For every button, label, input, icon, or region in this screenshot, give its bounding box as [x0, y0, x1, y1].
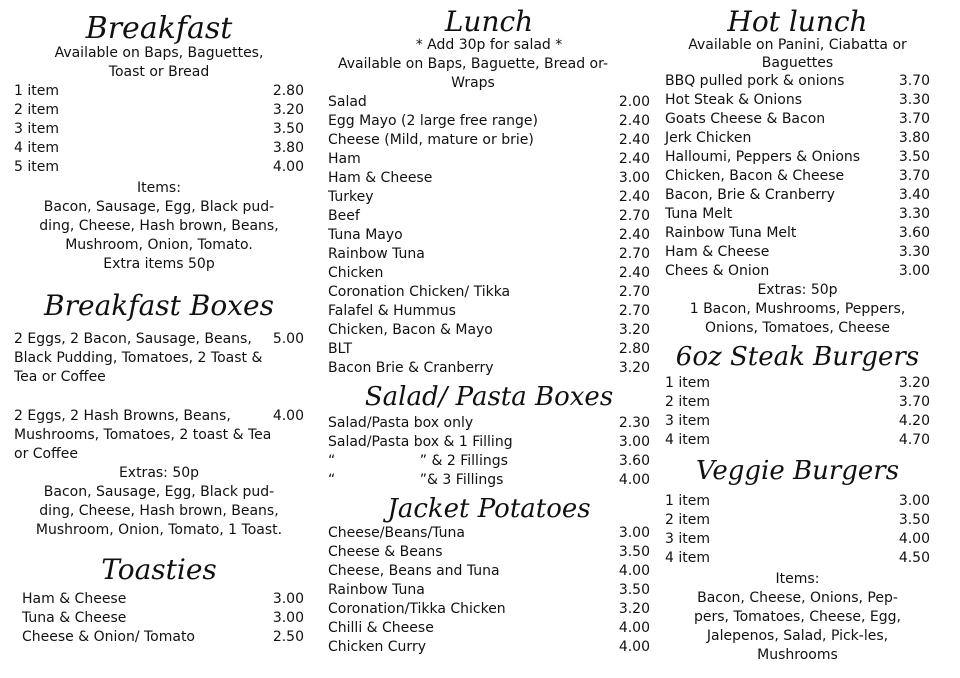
item-name: 3 item — [665, 531, 710, 547]
menu-item — [22, 590, 304, 609]
breakfast-boxes-extras-text: Bacon, Sausage, Egg, Black pud-ding, Cheese, Hash brown, Beans, Mushroom, Onion, Tomato, 1 Toast. — [35, 484, 283, 538]
item-price: 2.40 — [618, 113, 650, 129]
item-price: 3.00 — [272, 591, 304, 607]
item-price: 2.80 — [618, 341, 650, 357]
item-price: 4.00 — [618, 472, 650, 488]
menu-item — [665, 511, 930, 530]
item-price: 2.40 — [618, 227, 650, 243]
menu-item — [665, 205, 930, 224]
item-price: 2.40 — [618, 265, 650, 281]
menu-item — [665, 243, 930, 262]
item-name: Ham & Cheese — [22, 591, 127, 607]
item-name: Cheese/Beans/Tuna — [328, 525, 465, 541]
item-name: Turkey — [328, 189, 374, 205]
item-price: 3.00 — [618, 525, 650, 541]
item-price: 4.00 — [618, 563, 650, 579]
jacket-potatoes-list — [328, 524, 650, 657]
item-name: Salad/Pasta box only — [328, 415, 474, 431]
item-price: 2.00 — [618, 94, 650, 110]
item-name: Ham & Cheese — [328, 170, 433, 186]
item-price: 4.50 — [898, 550, 930, 566]
item-name: Falafel & Hummus — [328, 303, 456, 319]
item-price: 3.30 — [898, 206, 930, 222]
menu-item — [328, 600, 650, 619]
box-description: 2 Eggs, 2 Hash Browns, Beans, Mushrooms, Tomatoes, 2 toast & Tea or Coffee — [14, 408, 272, 462]
menu-item — [665, 110, 930, 129]
menu-item — [665, 412, 930, 431]
breakfast-title: Breakfast — [85, 11, 233, 46]
item-name: Egg Mayo (2 large free range) — [328, 113, 538, 129]
item-name: Jerk Chicken — [665, 130, 752, 146]
item-name: 1 item — [665, 493, 710, 509]
breakfast-list — [14, 82, 304, 177]
steak-burgers-list — [665, 374, 930, 450]
toasties-list — [14, 590, 304, 647]
breakfast-extra: Extra items 50p — [103, 256, 215, 272]
item-name: Ham & Cheese — [665, 244, 770, 260]
item-name: Goats Cheese & Bacon — [665, 111, 826, 127]
item-name: Chicken — [328, 265, 384, 281]
menu-item — [14, 82, 304, 101]
menu-item — [328, 188, 650, 207]
item-price: 2.70 — [618, 246, 650, 262]
item-price: 2.70 — [618, 303, 650, 319]
item-price: 3.70 — [898, 394, 930, 410]
item-price: 4.70 — [898, 432, 930, 448]
item-price: 3.70 — [898, 73, 930, 89]
menu-item — [328, 150, 650, 169]
menu-item — [328, 619, 650, 638]
salad-pasta-list — [328, 414, 650, 490]
jacket-potatoes-title: Jacket Potatoes — [387, 494, 591, 524]
menu-item — [665, 492, 930, 511]
menu-item — [665, 530, 930, 549]
item-price: 3.50 — [898, 149, 930, 165]
item-price: 2.80 — [272, 83, 304, 99]
item-name: Bacon, Brie & Cranberry — [665, 187, 835, 203]
menu-item — [328, 414, 650, 433]
item-price: 3.60 — [898, 225, 930, 241]
menu-item — [328, 359, 650, 378]
item-price: 4.00 — [618, 620, 650, 636]
item-name: Tuna Melt — [665, 206, 733, 222]
menu-item — [328, 207, 650, 226]
item-name: 3 item — [665, 413, 710, 429]
lunch-title: Lunch — [444, 5, 534, 38]
menu-item — [665, 374, 930, 393]
menu-item — [665, 186, 930, 205]
item-name: Coronation/Tikka Chicken — [328, 601, 506, 617]
breakfast-box — [14, 330, 304, 387]
veggie-burgers-title: Veggie Burgers — [695, 456, 900, 486]
item-price: 2.40 — [618, 189, 650, 205]
item-price: 3.00 — [618, 434, 650, 450]
breakfast-boxes-extras-label: Extras: 50p — [118, 465, 200, 481]
item-price: 2.70 — [618, 284, 650, 300]
item-name: Rainbow Tuna — [328, 246, 425, 262]
menu-item — [328, 543, 650, 562]
lunch-subtitle: Available on Baps, Baguette, Bread or-Wraps — [337, 56, 609, 91]
item-price: 3.50 — [618, 544, 650, 560]
steak-burgers-title: 6oz Steak Burgers — [675, 342, 920, 372]
menu-item — [14, 158, 304, 177]
item-name: Chicken Curry — [328, 639, 426, 655]
item-name: 1 item — [665, 375, 710, 391]
menu-item — [665, 549, 930, 568]
menu-item — [22, 609, 304, 628]
menu-item — [328, 433, 650, 452]
item-price: 3.20 — [618, 601, 650, 617]
item-name: 2 item — [14, 102, 59, 118]
item-price: 3.20 — [898, 375, 930, 391]
item-name: Cheese & Onion/ Tomato — [22, 629, 195, 645]
item-name: 4 item — [665, 550, 710, 566]
item-name: Cheese & Beans — [328, 544, 443, 560]
veggie-burgers-items-text: Bacon, Cheese, Onions, Pep-pers, Tomatoes, Cheese, Egg, Jalepenos, Salad, Pick-les, Mushrooms — [693, 590, 902, 663]
item-name: Hot Steak & Onions — [665, 92, 803, 108]
box-price: 5.00 — [272, 331, 304, 347]
menu-item — [328, 169, 650, 188]
menu-item — [328, 321, 650, 340]
breakfast-box — [14, 407, 304, 464]
column-left — [14, 0, 304, 647]
menu-item — [328, 340, 650, 359]
hot-lunch-list — [665, 72, 930, 281]
menu-item — [665, 167, 930, 186]
item-price: 2.70 — [618, 208, 650, 224]
menu-item — [665, 148, 930, 167]
item-name: Ham — [328, 151, 361, 167]
menu-item — [665, 224, 930, 243]
menu-item — [328, 112, 650, 131]
hot-lunch-subtitle: Available on Panini, Ciabatta or Baguettes — [688, 37, 907, 71]
item-name: Chicken, Bacon & Cheese — [665, 168, 845, 184]
menu-item — [328, 226, 650, 245]
item-name: Cheese (Mild, mature or brie) — [328, 132, 534, 148]
item-price: 3.30 — [898, 92, 930, 108]
item-price: 3.30 — [898, 244, 930, 260]
hot-lunch-extras-text: 1 Bacon, Mushrooms, Peppers, Onions, Tomatoes, Cheese — [689, 301, 906, 336]
menu-item — [665, 72, 930, 91]
lunch-list — [328, 93, 650, 378]
breakfast-boxes-title: Breakfast Boxes — [44, 289, 274, 322]
menu-item — [328, 245, 650, 264]
item-price: 2.50 — [272, 629, 304, 645]
item-price: 2.40 — [618, 132, 650, 148]
breakfast-items-label: Items: — [137, 180, 181, 196]
item-name: 1 item — [14, 83, 59, 99]
menu-item — [328, 581, 650, 600]
column-middle — [328, 0, 650, 657]
item-price: 3.70 — [898, 168, 930, 184]
menu-item — [665, 91, 930, 110]
item-price: 4.00 — [898, 531, 930, 547]
menu-item — [328, 562, 650, 581]
item-name: “ ” & 2 Fillings — [328, 453, 508, 469]
item-name: Rainbow Tuna Melt — [665, 225, 797, 241]
item-price: 3.40 — [898, 187, 930, 203]
item-price: 3.20 — [272, 102, 304, 118]
item-price: 3.50 — [618, 582, 650, 598]
item-name: Chicken, Bacon & Mayo — [328, 322, 493, 338]
item-price: 4.20 — [898, 413, 930, 429]
veggie-burgers-list — [665, 492, 930, 568]
menu-item — [328, 524, 650, 543]
breakfast-items-text: Bacon, Sausage, Egg, Black pud-ding, Cheese, Hash brown, Beans, Mushroom, Onion, Tomato. — [39, 199, 279, 253]
item-name: 2 item — [665, 512, 710, 528]
menu-item — [328, 283, 650, 302]
item-name: Chilli & Cheese — [328, 620, 434, 636]
item-price: 3.70 — [898, 111, 930, 127]
menu-item — [665, 129, 930, 148]
menu-item — [22, 628, 304, 647]
item-name: Chees & Onion — [665, 263, 770, 279]
item-name: Cheese, Beans and Tuna — [328, 563, 500, 579]
item-price: 3.60 — [618, 453, 650, 469]
item-name: Beef — [328, 208, 360, 224]
hot-lunch-extras-label: Extras: 50p — [757, 282, 838, 298]
item-price: 3.00 — [898, 263, 930, 279]
item-name: Tuna Mayo — [328, 227, 403, 243]
menu-item — [328, 452, 650, 471]
column-right — [665, 0, 930, 665]
menu-item — [328, 93, 650, 112]
item-name: BBQ pulled pork & onions — [665, 73, 845, 89]
item-price: 3.00 — [618, 170, 650, 186]
item-name: Rainbow Tuna — [328, 582, 425, 598]
salad-pasta-title: Salad/ Pasta Boxes — [364, 382, 614, 412]
item-name: Halloumi, Peppers & Onions — [665, 149, 861, 165]
menu-item — [665, 431, 930, 450]
menu-item — [328, 131, 650, 150]
menu-item — [665, 393, 930, 412]
menu-item — [328, 302, 650, 321]
hot-lunch-title: Hot lunch — [727, 5, 868, 38]
item-price: 2.30 — [618, 415, 650, 431]
item-price: 3.00 — [898, 493, 930, 509]
item-price: 3.50 — [898, 512, 930, 528]
toasties-title: Toasties — [101, 553, 217, 586]
breakfast-subtitle: Available on Baps, Baguettes, Toast or Bread — [54, 45, 264, 80]
box-price: 4.00 — [272, 408, 304, 424]
item-price: 3.20 — [618, 360, 650, 376]
menu-item — [328, 471, 650, 490]
item-price: 3.00 — [272, 610, 304, 626]
menu-item — [14, 120, 304, 139]
menu-item — [328, 264, 650, 283]
item-name: Bacon Brie & Cranberry — [328, 360, 494, 376]
item-name: Salad/Pasta box & 1 Filling — [328, 434, 513, 450]
item-name: BLT — [328, 341, 353, 357]
item-price: 3.20 — [618, 322, 650, 338]
item-price: 3.80 — [898, 130, 930, 146]
item-name: 2 item — [665, 394, 710, 410]
box-description: 2 Eggs, 2 Bacon, Sausage, Beans, Black Pudding, Tomatoes, 2 Toast & Tea or Coffee — [14, 331, 263, 385]
menu-item — [665, 262, 930, 281]
menu-item — [14, 139, 304, 158]
item-price: 2.40 — [618, 151, 650, 167]
item-price: 4.00 — [272, 159, 304, 175]
menu-item — [328, 638, 650, 657]
item-price: 4.00 — [618, 639, 650, 655]
item-price: 3.80 — [272, 140, 304, 156]
veggie-burgers-items-label: Items: — [775, 571, 820, 587]
item-name: 3 item — [14, 121, 59, 137]
item-name: 4 item — [665, 432, 710, 448]
menu-item — [14, 101, 304, 120]
item-name: 4 item — [14, 140, 59, 156]
item-name: Coronation Chicken/ Tikka — [328, 284, 511, 300]
item-name: Tuna & Cheese — [22, 610, 127, 626]
item-name: Salad — [328, 94, 367, 110]
item-name: “ ”& 3 Fillings — [328, 472, 504, 488]
item-price: 3.50 — [272, 121, 304, 137]
lunch-note: * Add 30p for salad * — [415, 37, 563, 53]
item-name: 5 item — [14, 159, 59, 175]
